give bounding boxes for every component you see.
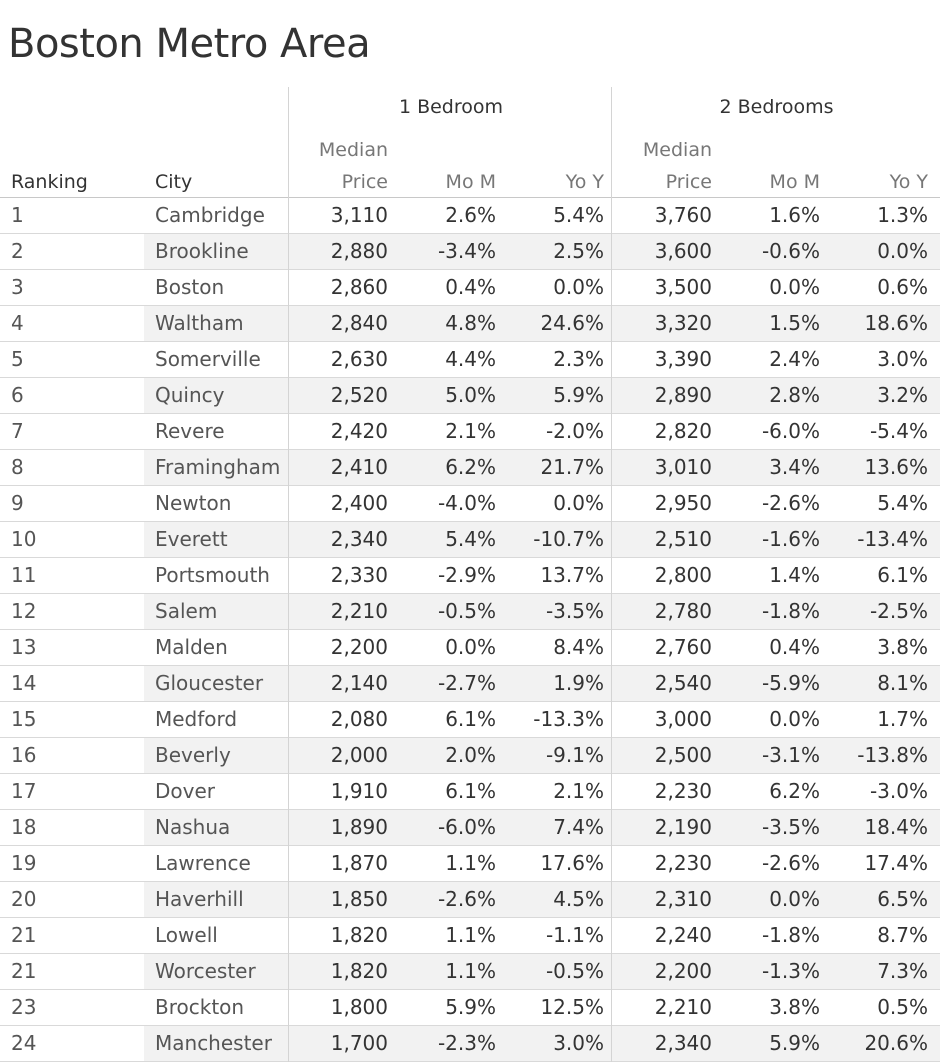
cell-city: Brookline <box>155 239 249 263</box>
cell-2br-median-price: 3,600 <box>654 239 712 263</box>
cell-1br-yoy: 0.0% <box>553 275 604 299</box>
cell-1br-mom: 6.1% <box>445 779 496 803</box>
cell-1br-yoy: 5.4% <box>553 203 604 227</box>
row-band <box>144 882 940 917</box>
cell-2br-mom: 3.8% <box>769 995 820 1019</box>
cell-1br-yoy: 24.6% <box>540 311 604 335</box>
cell-city: Somerville <box>155 347 261 371</box>
cell-city: Boston <box>155 275 225 299</box>
column-header-mom-1br: Mo M <box>445 171 496 193</box>
column-header-ranking: Ranking <box>11 171 88 193</box>
cell-city: Worcester <box>155 959 256 983</box>
cell-1br-yoy: 13.7% <box>540 563 604 587</box>
cell-2br-yoy: -5.4% <box>869 419 928 443</box>
group-header-1-bedroom: 1 Bedroom <box>398 96 504 118</box>
table-row <box>0 558 940 594</box>
cell-2br-median-price: 3,010 <box>654 455 712 479</box>
cell-city: Salem <box>155 599 218 623</box>
column-header-median-2br-top: Median <box>642 139 712 161</box>
cell-2br-median-price: 2,820 <box>654 419 712 443</box>
cell-1br-yoy: -2.0% <box>545 419 604 443</box>
column-header-mom-2br: Mo M <box>769 171 820 193</box>
cell-city: Waltham <box>155 311 244 335</box>
cell-city: Dover <box>155 779 215 803</box>
cell-2br-mom: -1.3% <box>761 959 820 983</box>
cell-2br-mom: 2.4% <box>769 347 820 371</box>
cell-city: Malden <box>155 635 228 659</box>
cell-1br-median-price: 2,400 <box>330 491 388 515</box>
cell-1br-mom: 5.4% <box>445 527 496 551</box>
column-header-median-1br-top: Median <box>318 139 388 161</box>
cell-1br-median-price: 2,200 <box>330 635 388 659</box>
cell-ranking: 6 <box>11 383 24 407</box>
cell-city: Newton <box>155 491 232 515</box>
cell-city: Manchester <box>155 1031 272 1055</box>
cell-2br-median-price: 2,190 <box>654 815 712 839</box>
table-row <box>0 198 940 234</box>
table-row <box>0 450 940 486</box>
table-row <box>0 234 940 270</box>
cell-1br-mom: 4.8% <box>445 311 496 335</box>
column-header-yoy-2br: Yo Y <box>889 171 928 193</box>
cell-1br-median-price: 2,340 <box>330 527 388 551</box>
cell-2br-yoy: 1.7% <box>877 707 928 731</box>
cell-2br-yoy: 3.2% <box>877 383 928 407</box>
table-row <box>0 414 940 450</box>
cell-ranking: 14 <box>11 671 37 695</box>
cell-2br-mom: 1.6% <box>769 203 820 227</box>
cell-2br-median-price: 3,390 <box>654 347 712 371</box>
cell-1br-median-price: 1,910 <box>330 779 388 803</box>
cell-ranking: 24 <box>11 1031 37 1055</box>
cell-1br-mom: 2.6% <box>445 203 496 227</box>
cell-2br-mom: -2.6% <box>761 851 820 875</box>
cell-city: Quincy <box>155 383 225 407</box>
cell-2br-median-price: 3,000 <box>654 707 712 731</box>
cell-2br-yoy: 5.4% <box>877 491 928 515</box>
row-band <box>144 810 940 845</box>
cell-1br-yoy: -3.5% <box>545 599 604 623</box>
cell-2br-mom: 0.0% <box>769 707 820 731</box>
table-row <box>0 306 940 342</box>
cell-1br-mom: -4.0% <box>437 491 496 515</box>
cell-ranking: 16 <box>11 743 37 767</box>
cell-2br-median-price: 2,230 <box>654 779 712 803</box>
cell-1br-yoy: -10.7% <box>533 527 604 551</box>
table-row <box>0 630 940 666</box>
cell-2br-yoy: 13.6% <box>864 455 928 479</box>
cell-1br-median-price: 1,700 <box>330 1031 388 1055</box>
cell-city: Gloucester <box>155 671 264 695</box>
cell-city: Beverly <box>155 743 231 767</box>
cell-2br-median-price: 2,230 <box>654 851 712 875</box>
cell-city: Brockton <box>155 995 245 1019</box>
cell-2br-mom: -1.6% <box>761 527 820 551</box>
table-row <box>0 774 940 810</box>
cell-2br-yoy: 3.0% <box>877 347 928 371</box>
cell-ranking: 12 <box>11 599 37 623</box>
cell-1br-mom: 5.9% <box>445 995 496 1019</box>
table-row <box>0 882 940 918</box>
table-row <box>0 738 940 774</box>
cell-2br-mom: -3.5% <box>761 815 820 839</box>
cell-1br-yoy: 2.1% <box>553 779 604 803</box>
cell-2br-median-price: 2,210 <box>654 995 712 1019</box>
cell-2br-yoy: 0.0% <box>877 239 928 263</box>
cell-1br-yoy: 8.4% <box>553 635 604 659</box>
cell-2br-yoy: 18.4% <box>864 815 928 839</box>
row-band <box>144 378 940 413</box>
cell-1br-mom: -2.9% <box>437 563 496 587</box>
cell-city: Portsmouth <box>155 563 270 587</box>
cell-1br-mom: 6.1% <box>445 707 496 731</box>
cell-1br-median-price: 2,210 <box>330 599 388 623</box>
cell-ranking: 15 <box>11 707 37 731</box>
cell-ranking: 20 <box>11 887 37 911</box>
table-row <box>0 846 940 882</box>
cell-2br-yoy: 8.1% <box>877 671 928 695</box>
cell-2br-median-price: 3,500 <box>654 275 712 299</box>
cell-1br-mom: -0.5% <box>437 599 496 623</box>
cell-2br-mom: -6.0% <box>761 419 820 443</box>
cell-2br-mom: 2.8% <box>769 383 820 407</box>
cell-2br-yoy: -13.8% <box>857 743 928 767</box>
table-row <box>0 954 940 990</box>
cell-1br-median-price: 2,330 <box>330 563 388 587</box>
cell-1br-mom: -3.4% <box>437 239 496 263</box>
cell-ranking: 5 <box>11 347 24 371</box>
column-header-price-1br: Price <box>341 171 388 193</box>
page-title: Boston Metro Area <box>8 21 371 67</box>
cell-1br-median-price: 1,870 <box>330 851 388 875</box>
cell-1br-median-price: 2,410 <box>330 455 388 479</box>
cell-1br-median-price: 2,080 <box>330 707 388 731</box>
cell-2br-mom: -3.1% <box>761 743 820 767</box>
cell-1br-mom: 5.0% <box>445 383 496 407</box>
cell-1br-median-price: 2,000 <box>330 743 388 767</box>
table-row <box>0 378 940 414</box>
cell-2br-median-price: 2,760 <box>654 635 712 659</box>
cell-2br-yoy: 7.3% <box>877 959 928 983</box>
cell-1br-median-price: 2,630 <box>330 347 388 371</box>
column-header-price-2br: Price <box>665 171 712 193</box>
table-row <box>0 594 940 630</box>
cell-1br-mom: -2.7% <box>437 671 496 695</box>
cell-2br-median-price: 2,950 <box>654 491 712 515</box>
cell-1br-mom: 1.1% <box>445 959 496 983</box>
group-header-2-bedrooms: 2 Bedrooms <box>719 96 834 118</box>
cell-ranking: 7 <box>11 419 24 443</box>
cell-ranking: 10 <box>11 527 37 551</box>
table-row <box>0 522 940 558</box>
cell-1br-median-price: 2,520 <box>330 383 388 407</box>
cell-1br-yoy: 21.7% <box>540 455 604 479</box>
cell-2br-median-price: 2,890 <box>654 383 712 407</box>
cell-city: Revere <box>155 419 225 443</box>
table-row <box>0 810 940 846</box>
cell-1br-median-price: 1,820 <box>330 959 388 983</box>
cell-ranking: 8 <box>11 455 24 479</box>
cell-1br-yoy: 2.3% <box>553 347 604 371</box>
cell-2br-yoy: 18.6% <box>864 311 928 335</box>
table-row <box>0 270 940 306</box>
cell-ranking: 2 <box>11 239 24 263</box>
cell-1br-yoy: 3.0% <box>553 1031 604 1055</box>
cell-2br-mom: 5.9% <box>769 1031 820 1055</box>
cell-1br-mom: 6.2% <box>445 455 496 479</box>
table-row <box>0 1026 940 1062</box>
cell-1br-yoy: -13.3% <box>533 707 604 731</box>
row-band <box>144 666 940 701</box>
cell-city: Lawrence <box>155 851 251 875</box>
table-row <box>0 486 940 522</box>
cell-2br-mom: 0.4% <box>769 635 820 659</box>
cell-1br-mom: -2.3% <box>437 1031 496 1055</box>
cell-city: Everett <box>155 527 228 551</box>
cell-1br-yoy: 2.5% <box>553 239 604 263</box>
cell-2br-median-price: 2,500 <box>654 743 712 767</box>
cell-city: Framingham <box>155 455 281 479</box>
cell-1br-median-price: 2,860 <box>330 275 388 299</box>
cell-1br-median-price: 2,140 <box>330 671 388 695</box>
cell-ranking: 23 <box>11 995 37 1019</box>
cell-ranking: 9 <box>11 491 24 515</box>
cell-1br-yoy: -9.1% <box>545 743 604 767</box>
cell-ranking: 18 <box>11 815 37 839</box>
cell-2br-mom: 3.4% <box>769 455 820 479</box>
cell-2br-median-price: 2,240 <box>654 923 712 947</box>
cell-2br-median-price: 3,320 <box>654 311 712 335</box>
column-divider-2br <box>611 87 612 1062</box>
table-row <box>0 990 940 1026</box>
cell-ranking: 17 <box>11 779 37 803</box>
cell-1br-mom: -6.0% <box>437 815 496 839</box>
cell-1br-yoy: 1.9% <box>553 671 604 695</box>
cell-2br-yoy: 1.3% <box>877 203 928 227</box>
cell-1br-yoy: 5.9% <box>553 383 604 407</box>
cell-city: Haverhill <box>155 887 244 911</box>
cell-1br-yoy: 7.4% <box>553 815 604 839</box>
cell-1br-median-price: 1,820 <box>330 923 388 947</box>
cell-2br-median-price: 2,310 <box>654 887 712 911</box>
cell-1br-median-price: 1,800 <box>330 995 388 1019</box>
table-row <box>0 342 940 378</box>
cell-2br-yoy: -3.0% <box>869 779 928 803</box>
cell-2br-mom: 0.0% <box>769 275 820 299</box>
cell-ranking: 13 <box>11 635 37 659</box>
cell-1br-mom: 1.1% <box>445 923 496 947</box>
cell-2br-mom: -1.8% <box>761 923 820 947</box>
cell-ranking: 21 <box>11 923 37 947</box>
cell-ranking: 21 <box>11 959 37 983</box>
cell-2br-median-price: 2,780 <box>654 599 712 623</box>
cell-1br-median-price: 1,850 <box>330 887 388 911</box>
cell-1br-yoy: 12.5% <box>540 995 604 1019</box>
cell-2br-yoy: -2.5% <box>869 599 928 623</box>
cell-1br-mom: 4.4% <box>445 347 496 371</box>
column-header-yoy-1br: Yo Y <box>565 171 604 193</box>
cell-2br-yoy: 6.5% <box>877 887 928 911</box>
cell-1br-mom: -2.6% <box>437 887 496 911</box>
cell-city: Cambridge <box>155 203 265 227</box>
cell-1br-median-price: 2,420 <box>330 419 388 443</box>
cell-2br-yoy: -13.4% <box>857 527 928 551</box>
cell-1br-mom: 2.0% <box>445 743 496 767</box>
cell-1br-mom: 0.4% <box>445 275 496 299</box>
table-row <box>0 918 940 954</box>
cell-1br-median-price: 3,110 <box>330 203 388 227</box>
cell-ranking: 11 <box>11 563 37 587</box>
table-row <box>0 666 940 702</box>
cell-1br-mom: 2.1% <box>445 419 496 443</box>
cell-ranking: 19 <box>11 851 37 875</box>
cell-2br-mom: -2.6% <box>761 491 820 515</box>
cell-city: Nashua <box>155 815 231 839</box>
cell-1br-mom: 0.0% <box>445 635 496 659</box>
cell-1br-median-price: 1,890 <box>330 815 388 839</box>
cell-2br-median-price: 3,760 <box>654 203 712 227</box>
cell-1br-yoy: 4.5% <box>553 887 604 911</box>
column-header-city: City <box>155 171 193 193</box>
cell-1br-yoy: -0.5% <box>545 959 604 983</box>
column-divider-1br <box>288 87 289 1062</box>
cell-2br-median-price: 2,800 <box>654 563 712 587</box>
cell-1br-yoy: -1.1% <box>545 923 604 947</box>
cell-2br-mom: -5.9% <box>761 671 820 695</box>
row-band <box>144 594 940 629</box>
cell-city: Lowell <box>155 923 218 947</box>
cell-1br-yoy: 17.6% <box>540 851 604 875</box>
cell-2br-median-price: 2,510 <box>654 527 712 551</box>
cell-1br-median-price: 2,840 <box>330 311 388 335</box>
cell-2br-yoy: 0.5% <box>877 995 928 1019</box>
cell-2br-median-price: 2,540 <box>654 671 712 695</box>
cell-2br-mom: 0.0% <box>769 887 820 911</box>
cell-city: Medford <box>155 707 238 731</box>
cell-2br-mom: 1.5% <box>769 311 820 335</box>
cell-2br-yoy: 0.6% <box>877 275 928 299</box>
cell-2br-mom: 6.2% <box>769 779 820 803</box>
cell-ranking: 1 <box>11 203 24 227</box>
cell-ranking: 4 <box>11 311 24 335</box>
row-band <box>144 234 940 269</box>
cell-2br-yoy: 8.7% <box>877 923 928 947</box>
cell-ranking: 3 <box>11 275 24 299</box>
row-band <box>144 738 940 773</box>
cell-2br-mom: -1.8% <box>761 599 820 623</box>
row-band <box>144 954 940 989</box>
table-row <box>0 702 940 738</box>
cell-2br-mom: 1.4% <box>769 563 820 587</box>
cell-1br-yoy: 0.0% <box>553 491 604 515</box>
cell-2br-yoy: 17.4% <box>864 851 928 875</box>
table-body <box>0 198 940 1062</box>
cell-2br-yoy: 3.8% <box>877 635 928 659</box>
cell-1br-mom: 1.1% <box>445 851 496 875</box>
cell-2br-median-price: 2,340 <box>654 1031 712 1055</box>
cell-2br-yoy: 6.1% <box>877 563 928 587</box>
cell-2br-median-price: 2,200 <box>654 959 712 983</box>
cell-1br-median-price: 2,880 <box>330 239 388 263</box>
cell-2br-mom: -0.6% <box>761 239 820 263</box>
cell-2br-yoy: 20.6% <box>864 1031 928 1055</box>
